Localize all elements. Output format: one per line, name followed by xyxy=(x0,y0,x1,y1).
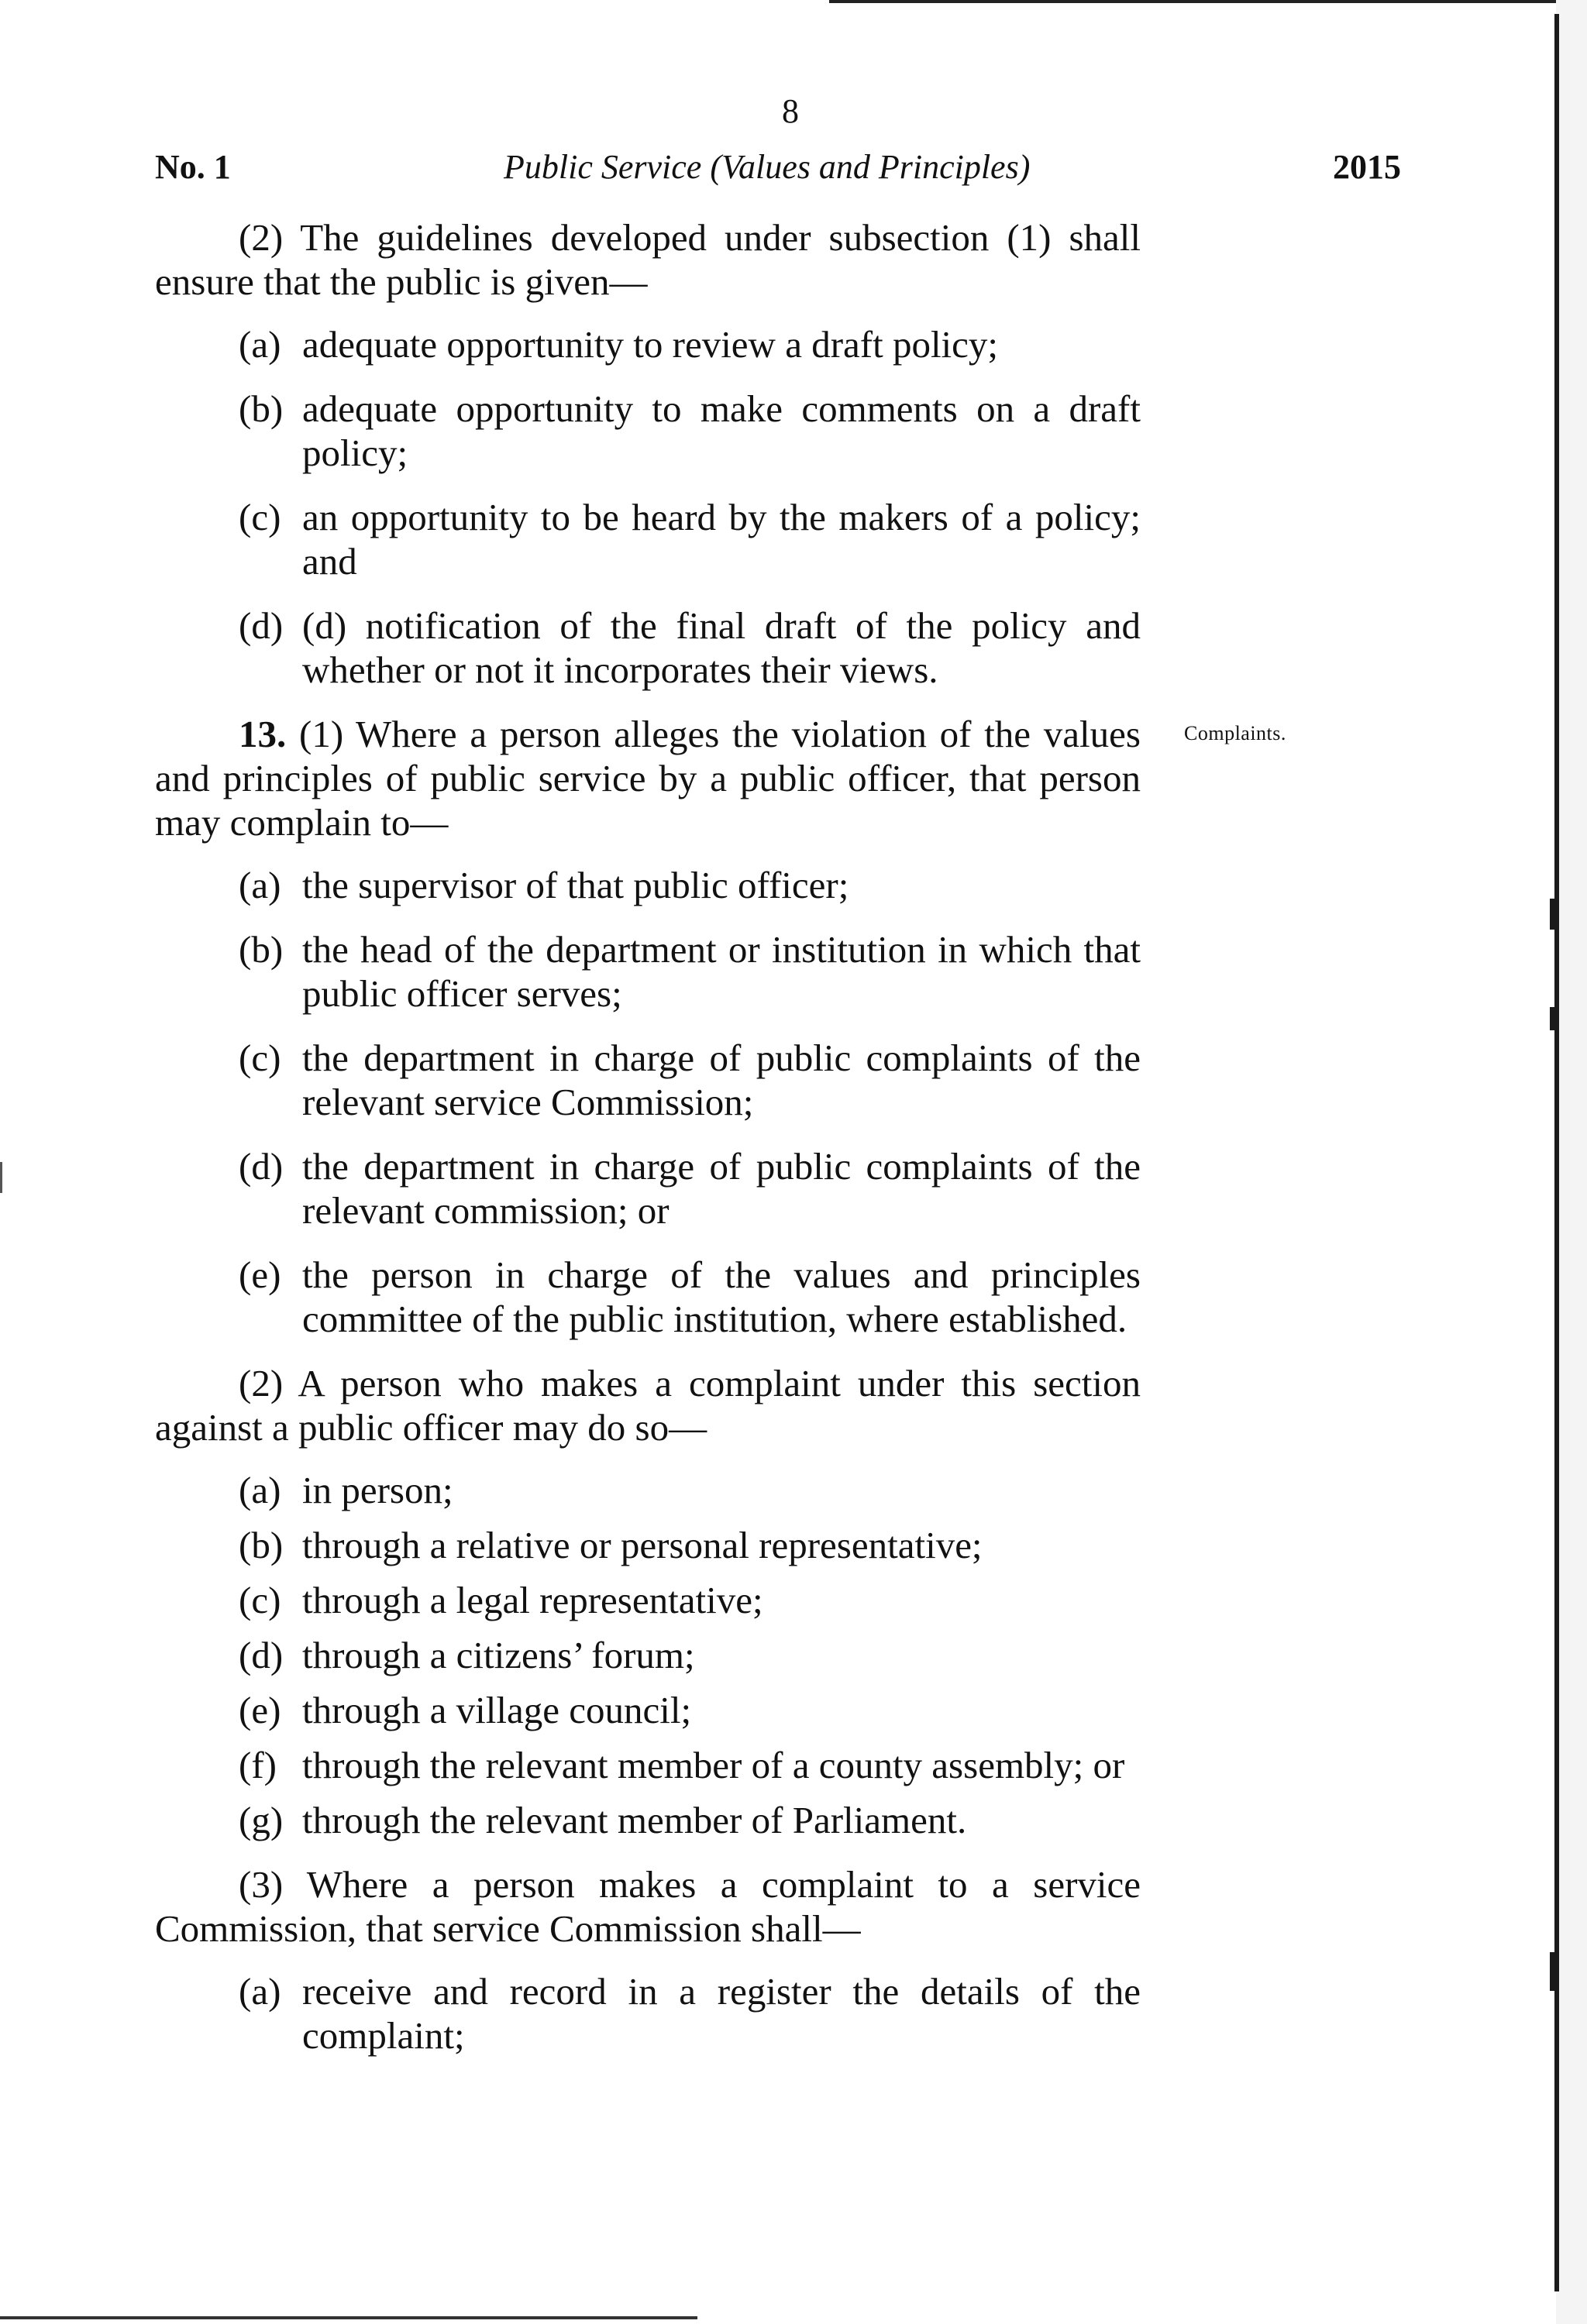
scan-right-edge xyxy=(1554,14,1559,2291)
page-number: 8 xyxy=(782,92,799,130)
act-title: Public Service (Values and Principles) xyxy=(504,148,1031,186)
subsection-3-service-commission: (3) Where a person makes a complaint to a service Commission, that service Commission shall— xyxy=(155,1863,1141,1950)
item-label: (a) xyxy=(239,864,281,906)
item-text: adequate opportunity to make comments on a draft policy; xyxy=(302,387,1141,474)
list-item xyxy=(239,1036,1141,1124)
scan-right-margin xyxy=(1556,0,1587,2324)
list-item xyxy=(239,603,1141,692)
item-label: (a) xyxy=(239,1469,281,1511)
scan-top-rule xyxy=(829,0,1558,3)
list-item xyxy=(239,1144,1141,1232)
scan-edge-mark xyxy=(1550,899,1558,930)
scan-bottom-rule xyxy=(0,2316,697,2319)
subsection-2-complaint: (2) A person who makes a complaint under this section against a public officer may do so— xyxy=(155,1362,1141,1449)
item-text: the department in charge of public complaints of the relevant commission; or xyxy=(302,1145,1141,1232)
act-year: 2015 xyxy=(1333,148,1401,186)
item-text: through a relative or personal representative; xyxy=(302,1524,983,1566)
item-text: an opportunity to be heard by the makers of a policy; and xyxy=(302,496,1141,583)
list-item xyxy=(239,1523,1141,1567)
list-item xyxy=(239,1969,1141,2058)
item-text: through a citizens’ forum; xyxy=(302,1634,695,1676)
scan-edge-mark xyxy=(1550,1007,1558,1030)
list-item xyxy=(239,495,1141,583)
item-text: through the relevant member of Parliament. xyxy=(302,1799,967,1841)
section-number: 13. xyxy=(239,713,287,755)
list-item xyxy=(239,1633,1141,1677)
item-label: (e) xyxy=(239,1689,281,1731)
item-label: (a) xyxy=(239,1970,281,2013)
list-item xyxy=(239,1468,1141,1512)
item-label: (c) xyxy=(239,1579,281,1621)
act-number: No. 1 xyxy=(155,148,231,186)
item-text: through a village council; xyxy=(302,1689,692,1731)
list-item xyxy=(239,387,1141,475)
item-text: the supervisor of that public officer; xyxy=(302,864,849,906)
list-item xyxy=(239,1688,1141,1732)
item-label: (c) xyxy=(239,496,281,538)
margin-note-complaints: Complaints. xyxy=(1184,722,1286,744)
item-text: through the relevant member of a county assembly; or xyxy=(302,1744,1125,1786)
scan-left-mark xyxy=(0,1162,2,1193)
item-label: (e) xyxy=(239,1253,281,1296)
item-text: in person; xyxy=(302,1469,453,1511)
item-label: (d) xyxy=(239,1145,284,1188)
list-item xyxy=(239,322,1141,366)
list-item xyxy=(239,1578,1141,1622)
item-label: (d) xyxy=(239,1634,284,1676)
list-item xyxy=(239,927,1141,1016)
list-item xyxy=(239,863,1141,907)
item-text: (d) notification of the final draft of the policy and whether or not it incorporates their views. xyxy=(302,604,1141,691)
list-item xyxy=(239,1798,1141,1842)
section-13-text: (1) Where a person alleges the violation of the values and principles of public service by a public officer, that person may complain to— xyxy=(155,713,1141,844)
item-label: (f) xyxy=(239,1744,277,1786)
item-text: through a legal representative; xyxy=(302,1579,763,1621)
item-label: (a) xyxy=(239,323,281,366)
section-13-paragraph xyxy=(155,712,1141,844)
item-text: receive and record in a register the details of the complaint; xyxy=(302,1970,1141,2057)
item-text: adequate opportunity to review a draft policy; xyxy=(302,323,999,366)
list-item xyxy=(239,1743,1141,1787)
item-label: (b) xyxy=(239,1524,284,1566)
document-body xyxy=(155,215,1141,2078)
item-label: (g) xyxy=(239,1799,284,1841)
item-label: (c) xyxy=(239,1037,281,1079)
item-text: the department in charge of public complaints of the relevant service Commission; xyxy=(302,1037,1141,1123)
list-item xyxy=(239,1253,1141,1341)
item-text: the head of the department or institution in which that public officer serves; xyxy=(302,928,1141,1015)
item-label: (b) xyxy=(239,928,284,971)
item-label: (b) xyxy=(239,387,284,430)
subsection-2-guidelines: (2) The guidelines developed under subsection (1) shall ensure that the public is given— xyxy=(155,216,1141,303)
item-label: (d) xyxy=(239,604,284,647)
scan-edge-mark xyxy=(1550,1952,1558,1991)
item-text: the person in charge of the values and principles committee of the public institution, where established. xyxy=(302,1253,1141,1340)
